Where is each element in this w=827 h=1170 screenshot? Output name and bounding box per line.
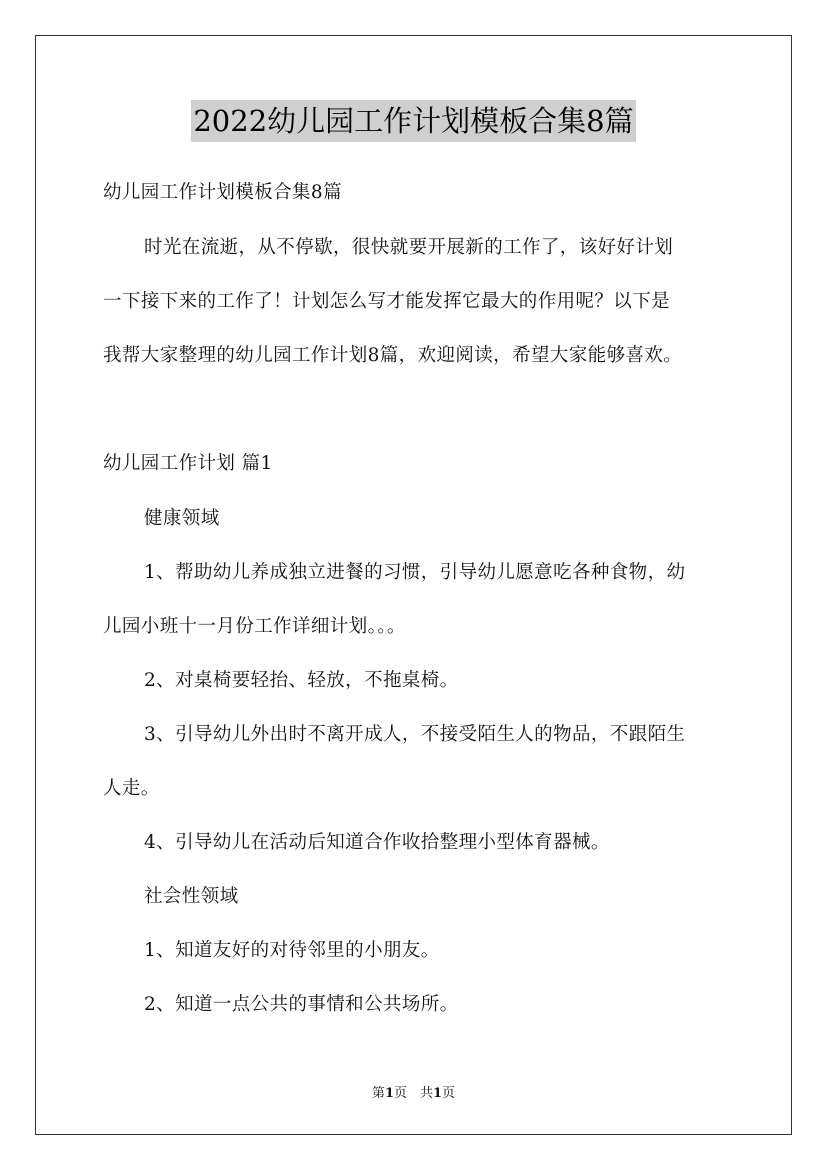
health-item-1-line-1: 1、帮助幼儿养成独立进餐的习惯，引导幼儿愿意吃各种食物，幼 (144, 562, 686, 583)
social-item-1: 1、知道友好的对待邻里的小朋友。 (144, 940, 440, 961)
footer-page-mid: 页 共 (393, 1086, 433, 1101)
footer-page-total: 1 (433, 1086, 443, 1101)
health-item-4: 4、引导幼儿在活动后知道合作收拾整理小型体育器械。 (144, 832, 610, 853)
subtitle: 幼儿园工作计划模板合集8篇 (103, 182, 342, 203)
footer-page-suffix: 页 (442, 1086, 456, 1101)
health-item-2: 2、对桌椅要轻抬、轻放，不拖桌椅。 (144, 670, 459, 691)
title-container (0, 100, 827, 142)
health-item-3-line-1: 3、引导幼儿外出时不离开成人，不接受陌生人的物品，不跟陌生 (144, 724, 686, 745)
health-item-3-line-2: 人走。 (103, 778, 160, 799)
footer-page-number: 1 (384, 1086, 394, 1101)
page-footer (0, 1082, 827, 1101)
intro-line-2: 一下接下来的工作了！计划怎么写才能发挥它最大的作用呢？以下是 (103, 291, 671, 312)
health-heading: 健康领域 (144, 508, 220, 529)
social-item-2: 2、知道一点公共的事情和公共场所。 (144, 994, 459, 1015)
health-item-1-line-2: 儿园小班十一月份工作详细计划。。。 (103, 616, 406, 637)
section-heading: 幼儿园工作计划 篇1 (103, 453, 273, 474)
document-title: 2022幼儿园工作计划模板合集8篇 (191, 100, 635, 142)
footer-page-prefix: 第 (371, 1086, 385, 1101)
intro-line-1: 时光在流逝，从不停歇，很快就要开展新的工作了，该好好计划 (144, 237, 674, 258)
intro-line-3: 我帮大家整理的幼儿园工作计划8篇，欢迎阅读，希望大家能够喜欢。 (103, 345, 683, 366)
social-heading: 社会性领域 (144, 886, 239, 907)
